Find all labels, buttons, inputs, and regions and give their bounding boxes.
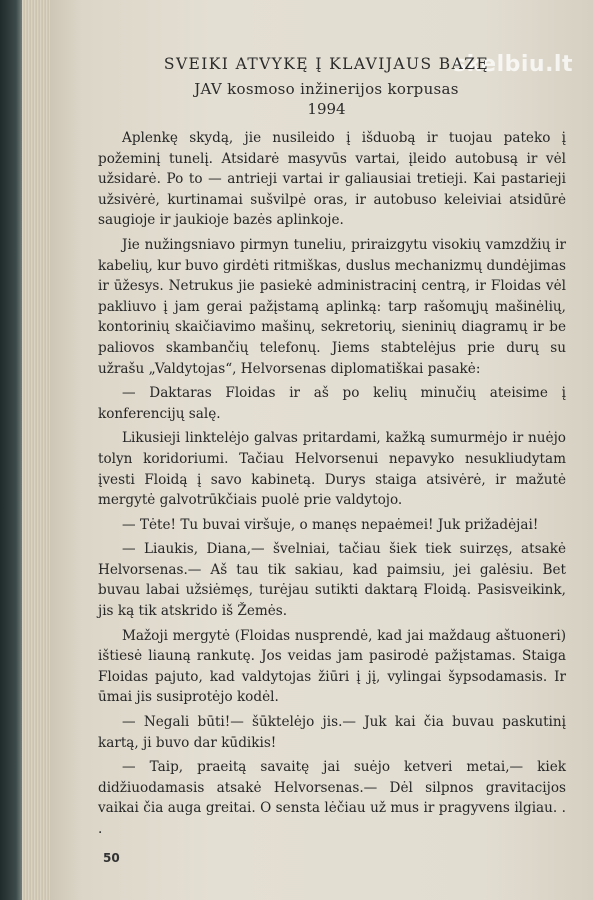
page-number: 50 (103, 851, 120, 865)
paragraph-5: — Tėte! Tu buvai viršuje, o manęs nepaėmei! Juk prižadėjai! (122, 516, 539, 533)
paragraph-9: — Taip, praeitą savaitę jai suėjo ketveri metai,— kiek didžiuodamasis atsakė Helvorsenas.— Dėl silpnos gravitacijos vaikai čia auga greitai. O sensta lėčiau už mus ir pragyvens ilgiau. . . (98, 759, 566, 837)
paragraph-6: — Liaukis, Diana,— švelniai, tačiau šiek tiek suirzęs, atsakė Helvorsenas.— Aš tau tik sakiau, kad paimsiu, jei galėsiu. Bet buvau labai užsiėmęs, turėjau sutikti daktarą Floidą. Pasisveikink, jis ką tik atskrido iš Žemės. (98, 541, 566, 620)
watermark: skelbiu.lt (453, 52, 573, 77)
paragraph-3: — Daktaras Floidas ir aš po kelių minučių ateisime į konferencijų salę. (98, 385, 566, 422)
paragraph-8: — Negali būti!— šūktelėjo jis.— Juk kai čia buvau paskutinį kartą, ji buvo dar kūdikis! (98, 714, 566, 751)
paragraph-1: Aplenkę skydą, jie nusileido į išduobą ir tuojau pateko į požeminį tunelį. Atsidarė masyvūs vartai, įleido autobusą ir vėl užsidarė. Po to — antrieji vartai ir galiausiai tretieji. Kai pastarieji užsivėrė, kurtinamai sušvilpė oras, ir autobuso keleiviai atsidūrė saugioje ir jaukioje bazės aplinkoje. (98, 130, 566, 229)
chapter-subtitle: JAV kosmoso inžinerijos korpusas (194, 80, 459, 98)
chapter-year: 1994 (307, 100, 346, 118)
chapter-title: SVEIKI ATVYKĘ Į KLAVIJAUS BAZĘ (163, 55, 490, 73)
paragraph-2: Jie nužingsniavo pirmyn tuneliu, priraizgytu visokių vamzdžių ir kabelių, kur buvo girdėti ritmiškas, duslus mechanizmų dundėjimas ir ūžesys. Netrukus jie pasiekė administracinį centrą, ir Floidas vėl pakliuvo į jam gerai pažįstamą aplinką: tarp rašomųjų mašinėlių, kontorinių skaičiavimo mašinų, sekretorių, sieninių diagramų ir be paliovos skambančių telefonų. Jiems stabtelėjus prie durų su užrašu „Valdytojas“, Helvorsenas diplomatiškai pasakė: (98, 236, 566, 377)
paragraph-4: Likusieji linktelėjo galvas pritardami, kažką sumurmėjo ir nuėjo tolyn koridoriumi. Tačiau Helvorsenui nepavyko nesukliudytam įvesti Floidą į savo kabinetą. Durys staiga atsivėrė, ir mažutė mergytė galvotrūkčiais puolė prie valdytojo. (98, 430, 566, 509)
body-text (98, 128, 566, 844)
paragraph-7: Mažoji mergytė (Floidas nusprendė, kad jai maždaug aštuoneri) ištiesė liauną rankutę. Jos veidas jam pasirodė pažįstamas. Staiga Floidas pajuto, kad valdytojas žiūri į jį, vylingai šypsodamasis. Ir ūmai jis susiprotėjo kodėl. (98, 627, 566, 706)
